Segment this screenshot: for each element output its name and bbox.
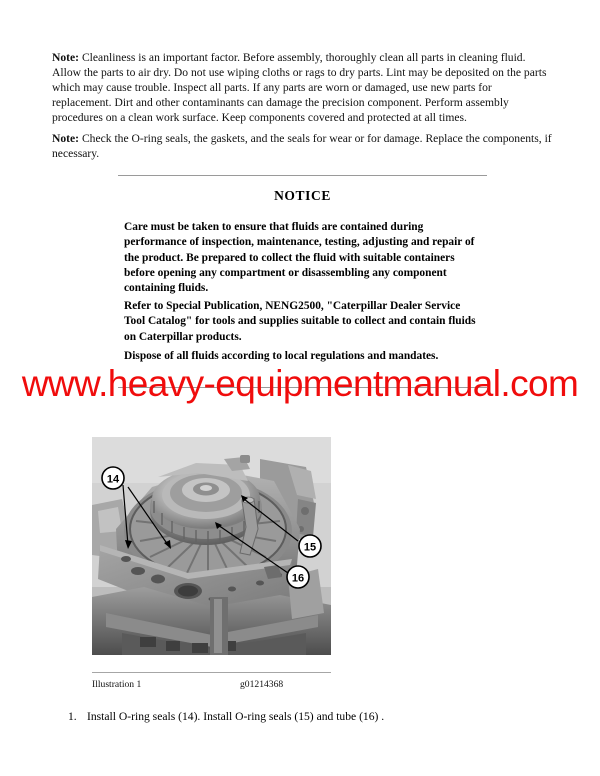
note-label: Note:: [52, 51, 80, 64]
callout-bubble-16: [287, 566, 309, 588]
note-text: Cleanliness is an important factor. Before assembly, thoroughly clean all parts in cleaning fluid. Allow the parts to air dry. Do not use wiping cloths or rags to dry parts. Lint may be deposited on the parts which may cause trouble. Inspect all parts. If any parts are worn or damaged, use new parts for replacement. Dirt and other contaminants can damage the precision component. Perform assembly procedures on a clean work surface. Keep components covered and protected at all times.: [52, 51, 547, 125]
notice-paragraph-2: Refer to Special Publication, NENG2500, "Caterpillar Dealer Service Tool Catalog" for tools and supplies suitable to collect and contain fluids on Caterpillar products.: [124, 300, 476, 343]
note-label: Note:: [52, 132, 80, 145]
callout-bubble-14: [102, 467, 124, 489]
site-watermark: www.heavy-equipmentmanual.com: [21, 363, 579, 404]
svg-text:15: 15: [303, 541, 317, 554]
step-list-item-1: [68, 709, 538, 724]
illustration-caption-divider: [92, 672, 331, 673]
illustration-graphic-id: g01214368: [240, 679, 284, 690]
note-paragraph-2: [52, 131, 552, 161]
notice-top-divider: [118, 175, 487, 176]
svg-text:16: 16: [291, 572, 305, 585]
notice-paragraph-3: Dispose of all fluids according to local regulations and mandates.: [124, 350, 439, 362]
notice-paragraph-1: Care must be taken to ensure that fluids are contained during performance of inspection, maintenance, testing, adjusting and repair of the product. Be prepared to collect the fluid with suitable containers before opening any compartment or disassembling any component containing fluids.: [124, 221, 475, 295]
step-number: 1.: [68, 710, 77, 723]
note-paragraph-1: [52, 50, 552, 125]
note-text: Check the O-ring seals, the gaskets, and the seals for wear or for damage. Replace the components, if necessary.: [52, 132, 552, 161]
notice-title: NOTICE: [274, 188, 331, 203]
illustration-label: Illustration 1: [92, 679, 142, 690]
svg-text:14: 14: [106, 473, 120, 486]
callout-bubble-15: [299, 535, 321, 557]
illustration-image: [92, 437, 331, 655]
step-text: Install O-ring seals (14). Install O-ring seals (15) and tube (16) .: [87, 710, 385, 723]
